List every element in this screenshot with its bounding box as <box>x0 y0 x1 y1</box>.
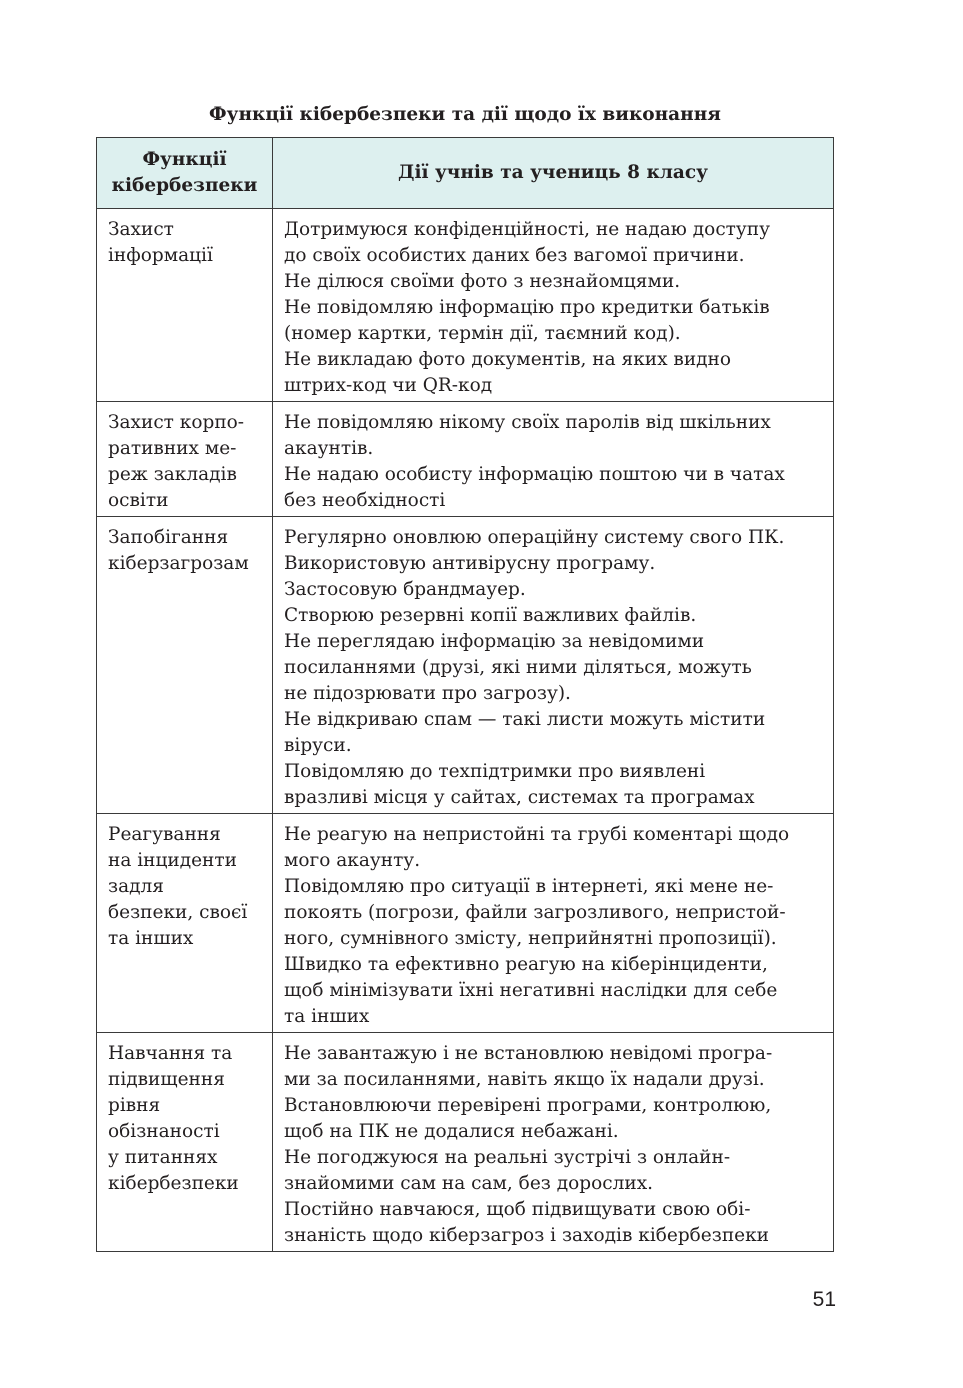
function-line: реж закладів <box>108 464 237 485</box>
action-line: не підозрювати про загрозу). <box>284 683 571 704</box>
action-line: Не завантажую і не встановлюю невідомі програ- <box>284 1043 773 1064</box>
function-cell <box>97 1033 273 1252</box>
function-cell <box>97 209 273 402</box>
action-line: Дотримуюся конфіденційності, не надаю доступу <box>284 219 771 240</box>
function-cell <box>97 402 273 517</box>
action-line: Створюю резервні копії важливих файлів. <box>284 605 697 626</box>
action-line: штрих-код чи QR-код <box>284 375 493 396</box>
actions-cell <box>273 402 834 517</box>
action-line: щоб на ПК не додалися небажані. <box>284 1121 619 1142</box>
function-line: рівня <box>108 1095 161 1116</box>
action-line: посиланнями (друзі, які ними діляться, можуть <box>284 657 752 678</box>
action-line: Регулярно оновлюю операційну систему свого ПК. <box>284 527 785 548</box>
table-row <box>97 209 834 402</box>
action-line: (номер картки, термін дії, таємний код). <box>284 323 681 344</box>
function-line: та інших <box>108 928 194 949</box>
function-line: задля <box>108 876 164 897</box>
action-line: Встановлюючи перевірені програми, контролюю, <box>284 1095 772 1116</box>
action-line: вразливі місця у сайтах, системах та програмах <box>284 787 755 808</box>
table-row <box>97 814 834 1033</box>
function-cell <box>97 814 273 1033</box>
function-line: Навчання та <box>108 1043 233 1064</box>
function-line: ративних ме- <box>108 438 237 459</box>
table-title: Функції кібербезпеки та дії щодо їх виконання <box>209 104 721 125</box>
function-line: Захист корпо- <box>108 412 245 433</box>
action-line: Не погоджуюся на реальні зустрічі з онлайн- <box>284 1147 731 1168</box>
function-line: Запобігання <box>108 527 229 548</box>
action-line: до своїх особистих даних без вагомої причини. <box>284 245 745 266</box>
header-functions-line: кібербезпеки <box>111 175 258 196</box>
function-line: на інциденти <box>108 850 237 871</box>
action-line: віруси. <box>284 735 352 756</box>
function-line: безпеки, своєї <box>108 902 248 923</box>
function-line: у питаннях <box>108 1147 218 1168</box>
actions-cell <box>273 1033 834 1252</box>
page-number: 51 <box>812 1288 836 1311</box>
action-line: Повідомляю про ситуації в інтернеті, які мене не- <box>284 876 774 897</box>
header-functions <box>97 138 273 209</box>
action-line: Не ділюся своїми фото з незнайомцями. <box>284 271 681 292</box>
action-line: без необхідності <box>284 490 446 511</box>
action-line: знаність щодо кіберзагроз і заходів кібербезпеки <box>284 1225 770 1246</box>
header-actions: Дії учнів та учениць 8 класу <box>273 138 834 209</box>
action-line: Не відкриваю спам — такі листи можуть містити <box>284 709 766 730</box>
action-line: знайомими сам на сам, без дорослих. <box>284 1173 654 1194</box>
table-header-row <box>97 138 834 209</box>
function-line: обізнаності <box>108 1121 220 1142</box>
table-row <box>97 402 834 517</box>
action-line: Не надаю особисту інформацію поштою чи в чатах <box>284 464 785 485</box>
action-line: щоб мінімізувати їхні негативні наслідки для себе <box>284 980 778 1001</box>
action-line: та інших <box>284 1006 370 1027</box>
action-line: акаунтів. <box>284 438 374 459</box>
action-line: Не повідомляю нікому своїх паролів від шкільних <box>284 412 771 433</box>
actions-cell <box>273 209 834 402</box>
function-line: Захист <box>108 219 174 240</box>
action-line: Повідомляю до техпідтримки про виявлені <box>284 761 706 782</box>
table-row <box>97 1033 834 1252</box>
cybersecurity-table <box>96 137 834 1252</box>
action-line: Не викладаю фото документів, на яких видно <box>284 349 732 370</box>
action-line: Використовую антивірусну програму. <box>284 553 656 574</box>
actions-cell <box>273 517 834 814</box>
table-row <box>97 517 834 814</box>
action-line: ного, сумнівного змісту, неприйнятні пропозиції). <box>284 928 777 949</box>
action-line: Не переглядаю інформацію за невідомими <box>284 631 705 652</box>
action-line: покоять (погрози, файли загрозливого, непристой- <box>284 902 786 923</box>
action-line: Постійно навчаюся, щоб підвищувати свою обі- <box>284 1199 751 1220</box>
function-cell <box>97 517 273 814</box>
action-line: Застосовую брандмауер. <box>284 579 526 600</box>
action-line: Не повідомляю інформацію про кредитки батьків <box>284 297 770 318</box>
actions-cell <box>273 814 834 1033</box>
action-line: Не реагую на непристойні та грубі коментарі щодо <box>284 824 790 845</box>
function-line: кібербезпеки <box>108 1173 239 1194</box>
action-line: ми за посиланнями, навіть якщо їх надали друзі. <box>284 1069 765 1090</box>
action-line: Швидко та ефективно реагую на кіберінциденти, <box>284 954 768 975</box>
function-line: Реагування <box>108 824 221 845</box>
header-functions-line: Функції <box>142 149 227 170</box>
action-line: мого акаунту. <box>284 850 421 871</box>
function-line: кіберзагрозам <box>108 553 249 574</box>
function-line: підвищення <box>108 1069 225 1090</box>
function-line: інформації <box>108 245 213 266</box>
function-line: освіти <box>108 490 169 511</box>
